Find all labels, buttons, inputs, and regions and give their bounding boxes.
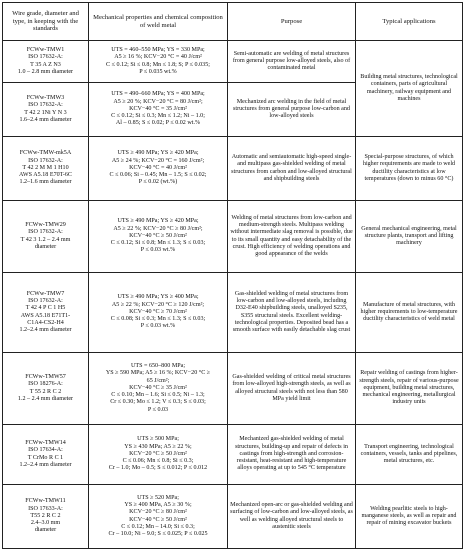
grade-line: FCWw-TMW57	[25, 373, 66, 380]
property-line: P ≤ 0.035 wt.%	[139, 68, 177, 75]
grade-line: FCWw-TMW11	[25, 498, 66, 505]
grade-line: ISO 17632-A:	[28, 54, 63, 61]
grade-cell	[3, 83, 89, 137]
property-line: UTS = 650–800 MPa;	[130, 362, 186, 369]
grade-line: T CrMo R C 1	[27, 454, 64, 461]
grade-line: T 55 2 R C 2	[29, 388, 62, 395]
properties-cell	[89, 41, 228, 83]
property-line: A5 ≥ 22 %; KCV−20 °C ≥ 120 J/cm²;	[111, 301, 205, 308]
grade-line: diameter	[34, 527, 57, 534]
property-line: C ≤ 0.06; Si – 0.45; Mn – 1.5; S ≤ 0.02;	[109, 172, 207, 179]
header-grade: Wire grade, diameter and type, in keeping with the standards	[3, 3, 89, 41]
property-line: KCV−40 °C = 40 J/cm²	[129, 164, 187, 171]
properties-cell	[89, 425, 228, 485]
table-row	[3, 201, 463, 273]
property-line: C ≤ 0.10; Mn – 1.6; Si ≤ 0.5; Ni – 1.3;	[111, 392, 205, 399]
purpose-cell: Gas-shielded welding of critical metal structures from low-alloyed high-strength steels, as well as alloyed structural steels with not less than 580 MPa yield limit	[228, 353, 356, 425]
grade-line: T 42 2 M M 1 H10	[22, 164, 69, 171]
property-line: Cr ≤ 0.30; Mo ≤ 1.2; V ≤ 0.3; S ≤ 0.03;	[110, 399, 206, 406]
table-row	[3, 425, 463, 485]
property-line: KCV−40 °C = 35 J/cm²	[129, 105, 187, 112]
grade-cell	[3, 425, 89, 485]
properties-cell	[89, 201, 228, 273]
grade-line: 1.2–2.4 mm diameter	[19, 327, 72, 334]
table-row	[3, 353, 463, 425]
applications-cell: Building metal structures, technological containers, parts of agricultural machinery, railway equipment and machines	[356, 41, 463, 137]
purpose-cell: Mechanized gas-shielded welding of metal structures, building-up and repair of defects in castings from high-strength and corrosion-resistant, heat-resistant and high-temperature alloys operating at up to 545 °C temperature	[228, 425, 356, 485]
grade-line: AWS A5.18 E71T1-	[20, 312, 71, 319]
grade-line: 2.4–3.0 mm	[30, 520, 61, 527]
grade-cell	[3, 201, 89, 273]
grade-line: FCWw-TMW14	[25, 439, 66, 446]
property-line: KCV−40 °C ≥ 50 J/cm²	[129, 232, 187, 239]
applications-cell: Transport engineering, technological containers, vessels, tanks and pipelines, metal structures, etc.	[356, 425, 463, 485]
property-line: Cr – 1.0; Mo – 0.5; S ≤ 0.012; P ≤ 0.012	[108, 465, 208, 472]
property-line: UTS = 460–550 MPa; YS = 330 MPa;	[111, 46, 205, 53]
grade-line: FCWw-TMW3	[26, 94, 65, 101]
grade-line: 1.2–1.6 mm diameter	[19, 179, 72, 186]
properties-cell	[89, 273, 228, 353]
grade-line: C1A4-CS2-H4	[27, 319, 64, 326]
grade-line: FCWw-TMW29	[25, 221, 66, 228]
header-properties: Mechanical properties and chemical composition of weld metal	[89, 3, 228, 41]
property-line: P ≤ 0.03 wt.%	[140, 247, 176, 254]
property-line: A5 ≥ 22 %; KCV−20 °C ≥ 80 J/cm²;	[113, 225, 203, 232]
grade-line: T 42 3 1.2 – 2.4 mm	[20, 236, 71, 243]
purpose-cell: Mechanized arc welding in the field of metal structures from general purpose low-carbon and low-alloyed steels	[228, 83, 356, 137]
grade-cell	[3, 273, 89, 353]
property-line: UTS = 490–660 MPa; YS = 400 MPa;	[111, 91, 205, 98]
weld-wire-table	[2, 2, 463, 549]
grade-line: T 42 2 1Ni Y N 3	[24, 109, 67, 116]
grade-line: ISO 17632-A:	[28, 297, 63, 304]
property-line: C ≤ 0.06; Mn ≤ 0.8; Si ≤ 0.3;	[122, 458, 194, 465]
table-row	[3, 41, 463, 83]
purpose-cell: Gas-shielded welding of metal structures from low-carbon and low-alloyed steels, including D32-E40 shipbuilding steels, unalloyed S235, S355 structural steels. Excellent welding-technological properties. Deposited bead has a smooth surface with easily detachable slag crust	[228, 273, 356, 353]
property-line: YS ≥ 590 MPa; A5 ≥ 16 %; KCV−20 °C ≥	[105, 370, 211, 377]
table-row	[3, 485, 463, 549]
header-purpose: Purpose	[228, 3, 356, 41]
property-line: UTS ≥ 490 MPa; YS ≥ 420 MPa;	[117, 218, 199, 225]
grade-line: 1.2 – 2.4 mm diameter	[17, 395, 74, 402]
property-line: A5 ≥ 24 %; KCV−20 °C = 160 J/cm²;	[111, 157, 205, 164]
property-line: A5 ≥ 20 %; KCV−20 °C = 80 J/cm²;	[113, 98, 203, 105]
property-line: C ≤ 0.12; Mn – 14.0; Si ≤ 0.3;	[121, 523, 195, 530]
property-line: KCV−20 °C ≥ 80 J/cm²	[129, 509, 187, 516]
grade-line: ISO 18276-A:	[28, 381, 63, 388]
property-line: C ≤ 0.12; Si ≤ 0.8; Mn ≤ 1.8; S; P ≤ 0.035;	[106, 61, 210, 68]
grade-cell	[3, 41, 89, 83]
grade-cell	[3, 485, 89, 549]
property-line: C ≤ 0.12; Si ≤ 0.3; Mn ≤ 1.2; Ni – 1.0;	[111, 113, 205, 120]
grade-line: T 42 4 P C 1 H5	[25, 305, 66, 312]
property-line: YS ≥ 430 MPa; A5 ≥ 22 %;	[124, 443, 192, 450]
grade-line: T55 2 R C 2	[30, 512, 61, 519]
grade-line: 1.6–2.4 mm diameter	[19, 116, 72, 123]
property-line: UTS ≥ 520 MPa;	[137, 494, 179, 501]
grade-cell	[3, 137, 89, 201]
properties-cell	[89, 83, 228, 137]
applications-cell: Special-purpose structures, of which higher requirements are made to weld ductility characteristics at low temperatures (down to minus 60 °C)	[356, 137, 463, 201]
grade-line: 1.2–2.4 mm diameter	[19, 461, 72, 468]
property-line: UTS ≥ 490 MPa; YS ≥ 400 MPa;	[117, 294, 199, 301]
grade-line: diameter	[34, 243, 57, 250]
property-line: YS ≥ 400 MPa, A5 ≥ 30 %;	[124, 501, 192, 508]
properties-cell	[89, 353, 228, 425]
purpose-cell: Welding of metal structures from low-carbon and medium-strength steels. Multipass welding without intermediate slag removal is possible, due to its small quantity and easy detachability of the crust. High efficiency of welding operations and good appearance of the welds	[228, 201, 356, 273]
grade-line: 1.0 – 2.8 mm diameter	[17, 68, 74, 75]
applications-cell: Manufacture of metal structures, with higher requirements to low-temperature ductility characteristics of weld metal	[356, 273, 463, 353]
property-line: A5 ≥ 16 %; KCV−20 °C = 40 J/cm²	[114, 54, 202, 61]
table-row	[3, 273, 463, 353]
applications-cell: Welding pearlitic steels to high-manganese steels, as well as repair and repair of mining excavator buckets	[356, 485, 463, 549]
property-line: KCV−40 °C ≥ 35 J/cm²	[129, 384, 187, 391]
properties-cell	[89, 485, 228, 549]
grade-line: ISO 17632-A:	[28, 157, 63, 164]
grade-line: FCWw-TMW-mk5A	[19, 150, 72, 157]
grade-line: FCWw-TMW1	[26, 46, 65, 53]
property-line: P ≤ 0.03 wt.%	[140, 323, 176, 330]
grade-line: ISO 17632-A:	[28, 102, 63, 109]
applications-cell: General mechanical engineering, metal structure plants, transport and lifting machinery	[356, 201, 463, 273]
properties-cell	[89, 137, 228, 201]
property-line: Al – 0.85; S ≤ 0.02; P ≤ 0.02 wt.%	[115, 120, 201, 127]
property-line: KCV−40 °C ≥ 70 J/cm²	[129, 308, 187, 315]
property-line: C ≤ 0.12; Si ≤ 0.8; Mn ≤ 1.3; S ≤ 0.03;	[110, 240, 206, 247]
grade-line: FCWw-TMW7	[26, 290, 65, 297]
header-applications: Typical applications	[356, 3, 463, 41]
property-line: UTS ≥ 490 MPa; YS ≥ 420 MPa;	[117, 150, 199, 157]
purpose-cell: Mechanized open-arc or gas-shielded welding and surfacing of low-carbon and low-alloyed steels, as well as welding alloyed structural steels to austenitic steels	[228, 485, 356, 549]
grade-cell	[3, 353, 89, 425]
grade-line: AWS A5.18 E70T-6C	[19, 172, 72, 179]
grade-line: ISO 17634-A:	[28, 447, 63, 454]
grade-line: ISO 17633-A:	[28, 505, 63, 512]
property-line: C ≤ 0.08; Si ≤ 0.3; Mn ≤ 1.3; S ≤ 0.03;	[110, 316, 206, 323]
property-line: KCV−20 °C ≥ 50 J/cm²	[129, 450, 187, 457]
property-line: KCV−40 °C ≥ 50 J/cm²	[129, 516, 187, 523]
grade-line: T 35 A Z N3	[30, 61, 61, 68]
property-line: P ≤ 0.02 (wt.%)	[138, 179, 178, 186]
purpose-cell: Semi-automatic are welding of metal structures from general purpose low-alloyed steels, also of contaminated metal	[228, 41, 356, 83]
grade-line: ISO 17632-A:	[28, 229, 63, 236]
table-row	[3, 137, 463, 201]
applications-cell: Repair welding of castings from higher-strength steels, repair of various-purpose equipment, building metal structures, mechanical engineering, metallurgical industry units	[356, 353, 463, 425]
property-line: UTS ≥ 500 MPa;	[137, 436, 179, 443]
property-line: P ≤ 0.03	[147, 406, 169, 413]
property-line: Cr – 10.0; Ni – 9.0; S ≤ 0.025; P ≤ 0.025	[108, 531, 208, 538]
purpose-cell: Automatic and semiautomatic high-speed single- and multipass gas-shielded welding of metal structures from carbon and low-alloyed structural and shipbuilding steels	[228, 137, 356, 201]
property-line: 65 J/cm²;	[146, 377, 170, 384]
header-row	[3, 3, 463, 41]
